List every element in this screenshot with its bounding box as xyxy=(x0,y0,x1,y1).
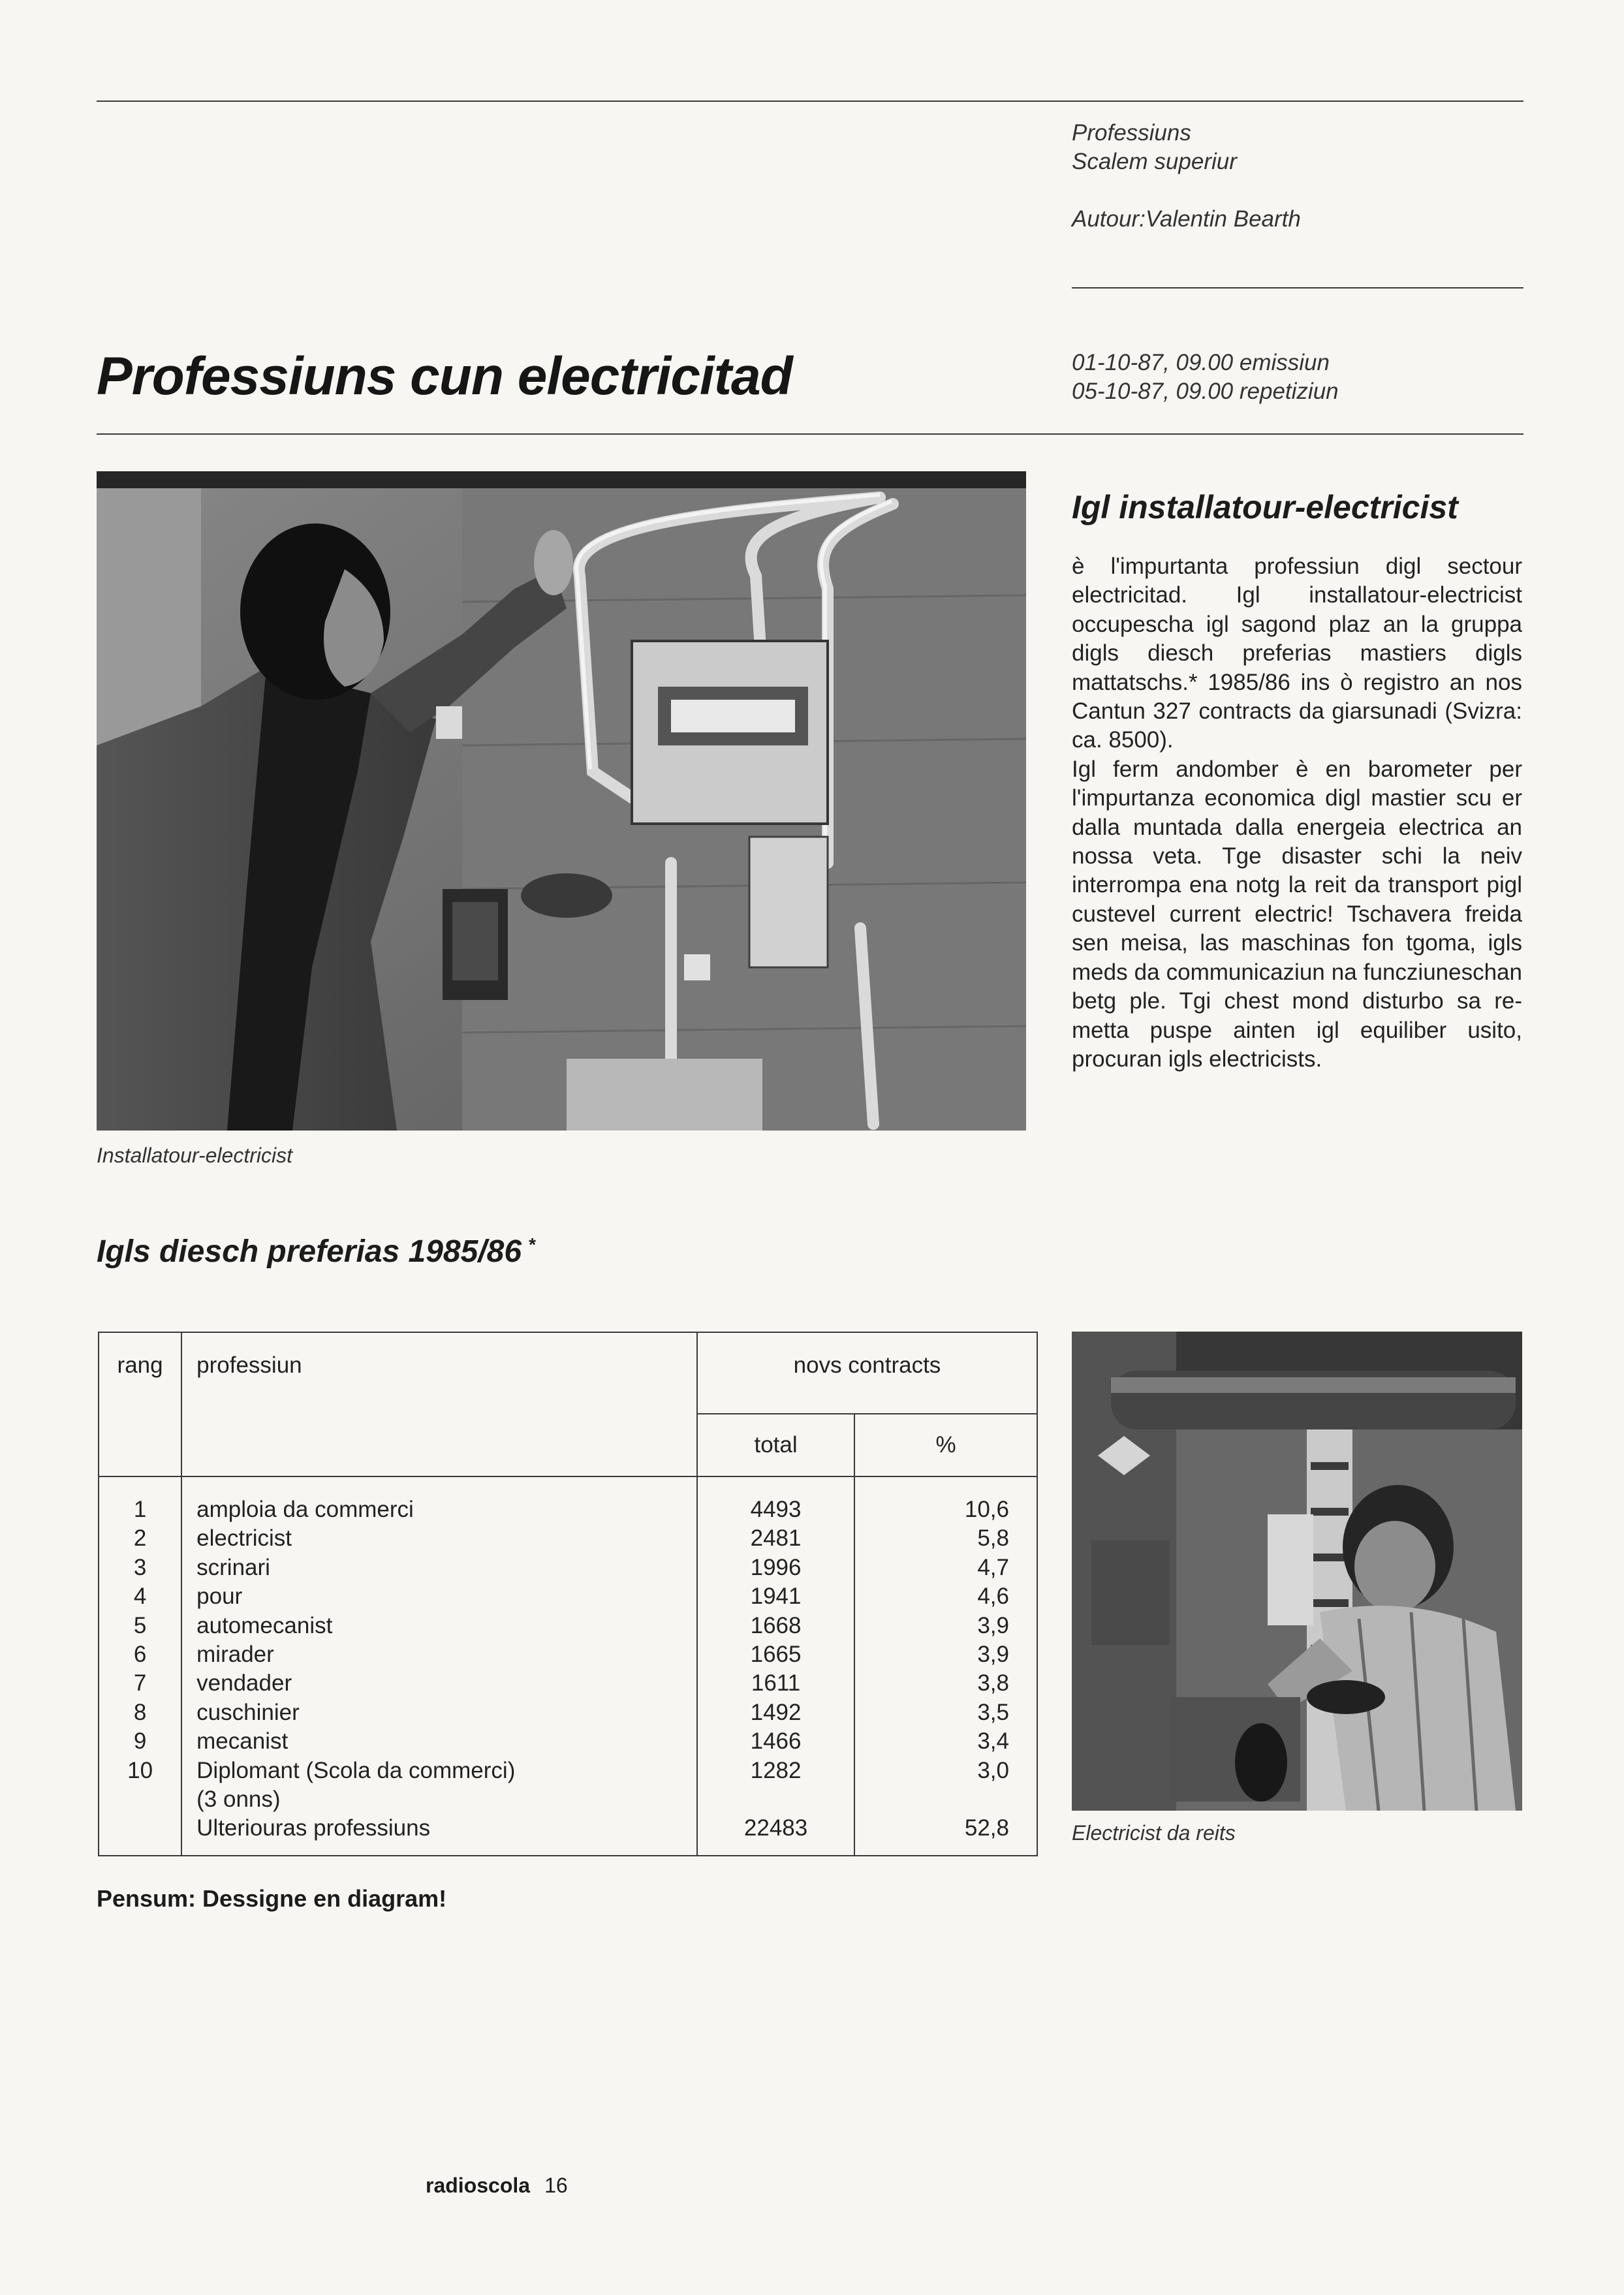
page-footer xyxy=(426,2174,568,2198)
percent-cell: 3,8 xyxy=(977,1670,1009,1696)
total-cell-other: 22483 xyxy=(743,1815,808,1841)
profession-cell: vendader xyxy=(196,1670,292,1696)
profession-column xyxy=(181,1476,697,1856)
rank-cell: 7 xyxy=(133,1670,147,1696)
col-rank-header: rang xyxy=(99,1332,181,1476)
photo-main-caption: Installatour-electricist xyxy=(97,1144,292,1167)
total-cell: 1668 xyxy=(750,1612,802,1638)
rank-cell: 3 xyxy=(133,1554,147,1580)
level-label: Scalem superiur xyxy=(1072,149,1237,174)
profession-cell-continued: (3 onns) xyxy=(196,1787,281,1813)
profession-cell: automecanist xyxy=(196,1612,333,1638)
rank-cell: 5 xyxy=(133,1612,147,1638)
article-body xyxy=(1072,552,1522,1074)
table-heading-mark: * xyxy=(528,1234,535,1255)
table-header-row xyxy=(99,1332,1037,1414)
percent-cell-spacer xyxy=(856,1785,1009,1814)
rank-cell: 6 xyxy=(133,1642,147,1668)
profession-cell: mecanist xyxy=(196,1728,289,1755)
total-column xyxy=(697,1476,854,1856)
profession-cell: scrinari xyxy=(196,1554,270,1580)
repeat-date: 05-10-87, 09.00 repetiziun xyxy=(1072,379,1339,404)
total-cell: 1611 xyxy=(751,1670,801,1696)
profession-cell: cuschinier xyxy=(196,1699,300,1725)
total-cell: 1941 xyxy=(750,1584,802,1610)
page-title: Professiuns cun electricitad xyxy=(97,347,792,406)
percent-cell: 3,9 xyxy=(977,1642,1009,1668)
percent-cell: 3,5 xyxy=(977,1699,1009,1725)
task-instruction: Pensum: Dessigne en diagram! xyxy=(97,1885,447,1912)
profession-cell-other: Ulteriouras professiuns xyxy=(196,1815,431,1841)
header-meta xyxy=(1072,119,1301,234)
article-paragraph: Igl ferm andomber è en barometer per l'impurtanza economica digl mastier scu er dalla muntada dalla energeia electrica an nossa veta. Tge disaster schi la neiv interrompa ena notg la reit da transport pigl custevel current electric! Tschavera freida sen meisa, las maschinas fon tgoma, igls meds da communicaziun na funcziuneschan betg ple. Tgi chest mond disturbo sa remetta puspe ainten igl equiliber usito, procuran igls electricists. xyxy=(1072,756,1522,1072)
profession-cell: amploia da commerci xyxy=(196,1497,414,1522)
photo-network-illustration xyxy=(1072,1332,1522,1811)
rank-cell: 1 xyxy=(133,1497,147,1522)
total-cell: 1466 xyxy=(750,1728,802,1755)
total-cell: 1665 xyxy=(750,1642,802,1668)
col-total-header: total xyxy=(697,1414,854,1476)
percent-cell-other: 52,8 xyxy=(964,1815,1009,1841)
footer-brand: radioscola xyxy=(426,2174,531,2197)
article-heading: Igl installatour-electricist xyxy=(1072,489,1458,525)
percent-cell: 3,9 xyxy=(977,1612,1009,1638)
top-rule xyxy=(97,101,1523,102)
percent-cell: 3,4 xyxy=(977,1728,1009,1755)
total-cell: 1282 xyxy=(750,1757,802,1783)
profession-cell: Diplomant (Scola da commerci) xyxy=(196,1757,516,1783)
table-body-row xyxy=(99,1476,1037,1856)
col-profession-header: professiun xyxy=(181,1332,697,1476)
title-rule xyxy=(97,433,1523,435)
total-cell-spacer xyxy=(698,1785,853,1814)
col-percent-header: % xyxy=(854,1414,1037,1476)
rank-cell: 4 xyxy=(133,1584,147,1610)
table-heading xyxy=(97,1234,535,1270)
total-cell: 2481 xyxy=(750,1525,802,1552)
total-cell: 1996 xyxy=(750,1554,802,1580)
percent-cell: 10,6 xyxy=(964,1497,1009,1522)
profession-cell: pour xyxy=(196,1584,243,1610)
total-cell: 1492 xyxy=(750,1699,802,1725)
schedule-info xyxy=(1072,349,1339,406)
meta-rule xyxy=(1072,287,1523,289)
rank-cell: 9 xyxy=(133,1728,147,1755)
total-cell: 4493 xyxy=(750,1497,802,1522)
percent-cell: 4,7 xyxy=(977,1554,1009,1580)
percent-cell: 4,6 xyxy=(977,1584,1009,1610)
photo-electrician-illustration xyxy=(97,471,1026,1131)
broadcast-date: 01-10-87, 09.00 emissiun xyxy=(1072,350,1330,375)
rank-cell: 10 xyxy=(127,1757,153,1783)
page-number: 16 xyxy=(544,2174,568,2197)
table-heading-text: Igls diesch preferias 1985/86 xyxy=(97,1234,522,1269)
profession-cell: mirader xyxy=(196,1642,274,1668)
profession-cell: electricist xyxy=(196,1525,292,1552)
photo-electrician-installation xyxy=(97,471,1026,1131)
author-label: Autour:Valentin Bearth xyxy=(1072,206,1301,232)
rank-cell: 2 xyxy=(133,1525,147,1552)
rank-column xyxy=(99,1476,181,1856)
percent-cell: 5,8 xyxy=(977,1525,1009,1552)
photo-second-caption: Electricist da reits xyxy=(1072,1821,1236,1845)
series-label: Professiuns xyxy=(1072,120,1191,146)
article-paragraph: è l'impurtanta professiun digl sectour electricitad. Igl installatour-electricist occupescha igl sagond plaz an la gruppa digls diesch preferias mastiers digls mattatschs.* 1985/86 ins ò registro an nos Cantun 327 contracts da giarsunadi (Svizra: ca. 8500). xyxy=(1072,554,1522,753)
rank-cell: 8 xyxy=(133,1699,147,1725)
percent-cell: 3,0 xyxy=(977,1757,1009,1783)
top-professions-table xyxy=(98,1332,1038,1856)
percent-column xyxy=(854,1476,1037,1856)
photo-network-electrician xyxy=(1072,1332,1522,1811)
col-group-header: novs contracts xyxy=(697,1332,1037,1414)
